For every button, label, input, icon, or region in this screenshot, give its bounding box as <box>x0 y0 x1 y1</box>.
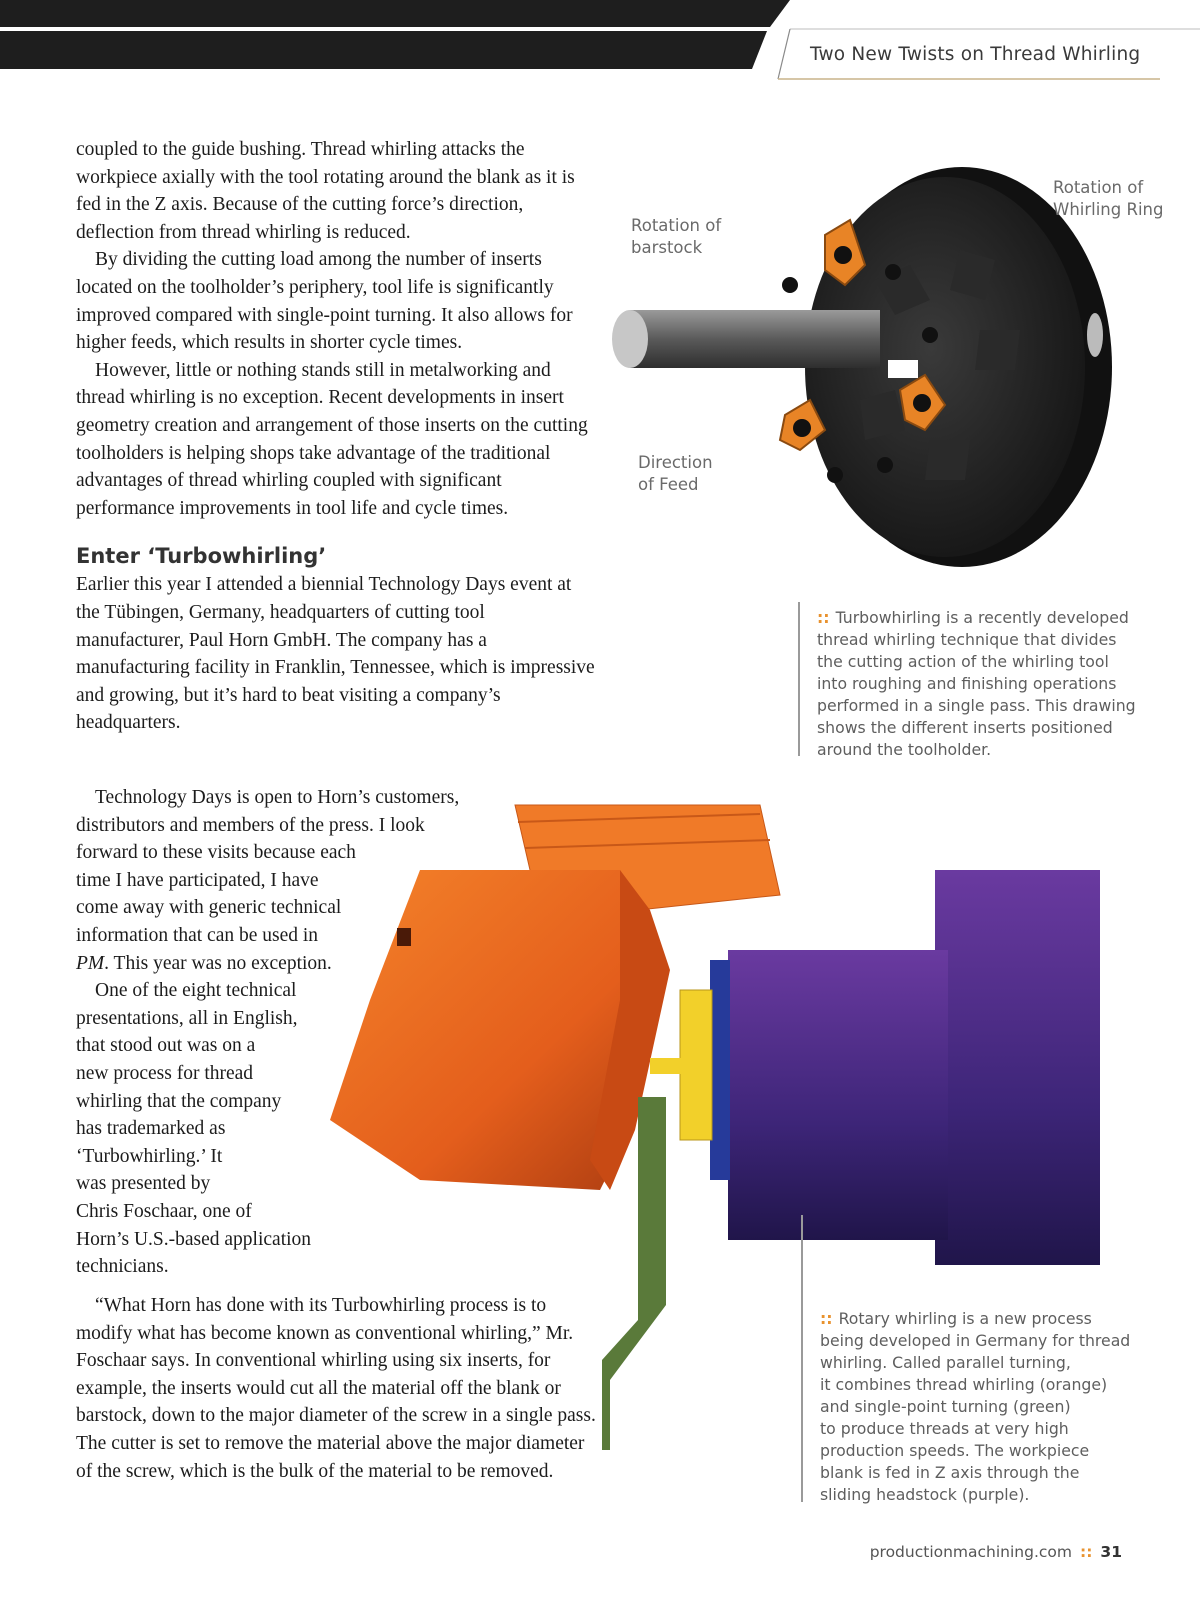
page-number: 31 <box>1100 1543 1122 1561</box>
wrap-line: One of the eight technical <box>95 980 297 1002</box>
footer-separator: :: <box>1080 1543 1093 1561</box>
label-rotation-whirling-ring: Rotation of Whirling Ring <box>1053 178 1164 219</box>
wrap-line: whirling that the company <box>76 1090 282 1112</box>
page-footer <box>870 1543 1122 1561</box>
wrap-line: forward to these visits because each <box>76 842 356 864</box>
caption-2-rule <box>801 1215 803 1502</box>
section-heading: Enter ‘Turbowhirling’ <box>76 544 327 569</box>
wrap-line: ‘Turbowhirling.’ It <box>76 1145 223 1167</box>
wrap-line: time I have participated, I have <box>76 869 319 891</box>
wrap-line: Technology Days is open to Horn’s customers, <box>95 787 460 808</box>
intro-column <box>76 136 596 737</box>
intro-paragraph-1: coupled to the guide bushing. Thread whirling attacks the workpiece axially with the tool rotating around the blank as it is fed in the Z axis. Because of the cutting force’s direction, deflection from thread whirling is reduced. <box>76 139 575 243</box>
header-band <box>0 0 1200 80</box>
wrap-line: new process for thread <box>76 1062 254 1084</box>
footer-site: productionmachining.com <box>869 1543 1073 1561</box>
figure-2-caption: :: Rotary whirling is a new process being developed in Germany for thread whirling. Called parallel turning, it combines thread whirling (orange) and single-point turning (green) to produce threads at very high production speeds. The workpiece blank is fed in Z axis through the sliding headstock (purple). <box>820 1309 1131 1504</box>
wrap-line: Horn’s U.S.-based application <box>76 1228 312 1250</box>
wrap-line: come away with generic technical <box>76 897 342 919</box>
wrap-line: was presented by <box>76 1173 211 1195</box>
wrap-line: distributors and members of the press. I look <box>76 814 425 836</box>
wrap-line: has trademarked as <box>76 1118 226 1140</box>
wrap-line-italic-pm: PM. This year was no exception. <box>76 952 332 974</box>
wrap-line: presentations, all in English, <box>76 1007 298 1029</box>
closing-paragraph: “What Horn has done with its Turbowhirling process is to modify what has become known as conventional whirling,” Mr. Foschaar says. In conventional whirling using six inserts, for example, the inserts would cut all the material off the blank or barstock, down to the major diameter of the screw in a single pass. The cutter is set to remove the material above the major diameter of the screw, which is the bulk of the material to be removed. <box>76 1295 596 1482</box>
caption-1-rule <box>798 602 800 756</box>
intro-paragraph-3: However, little or nothing stands still in metalworking and thread whirling is no exception. Recent developments in insert geometry creation and arrangement of those inserts on the cutting toolholders is helping shops take advantage of the traditional advantages of thread whirling coupled with significant performance improvements in tool life and cycle times. <box>76 359 588 519</box>
wrap-line: Chris Foschaar, one of <box>76 1200 252 1222</box>
figure-1-caption: :: Turbowhirling is a recently developed thread whirling technique that divides the cutting action of the whirling tool into roughing and finishing operations performed in a single pass. This drawing shows the different inserts positioned around the toolholder. <box>817 608 1136 759</box>
intro-paragraph-2: By dividing the cutting load among the number of inserts located on the toolholder’s periphery, tool life is significantly improved compared with single-point turning. It also allows for higher feeds, which results in shorter cycle times. <box>76 249 573 354</box>
label-direction-of-feed: Direction of Feed <box>638 453 713 494</box>
wrap-line: that stood out was on a <box>76 1035 256 1057</box>
running-title: Two New Twists on Thread Whirling <box>810 44 1141 65</box>
wrap-line: information that can be used in <box>76 924 319 946</box>
label-rotation-barstock: Rotation of barstock <box>631 216 722 257</box>
section-paragraph-1: Earlier this year I attended a biennial Technology Days event at the Tübingen, Germany, headquarters of cutting tool manufacturer, Paul Horn GmbH. The company has a manufacturing facility in Franklin, Tennessee, which is impressive and growing, but it’s hard to beat visiting a company’s headquarters. <box>76 574 595 734</box>
wrap-line: technicians. <box>76 1256 169 1278</box>
